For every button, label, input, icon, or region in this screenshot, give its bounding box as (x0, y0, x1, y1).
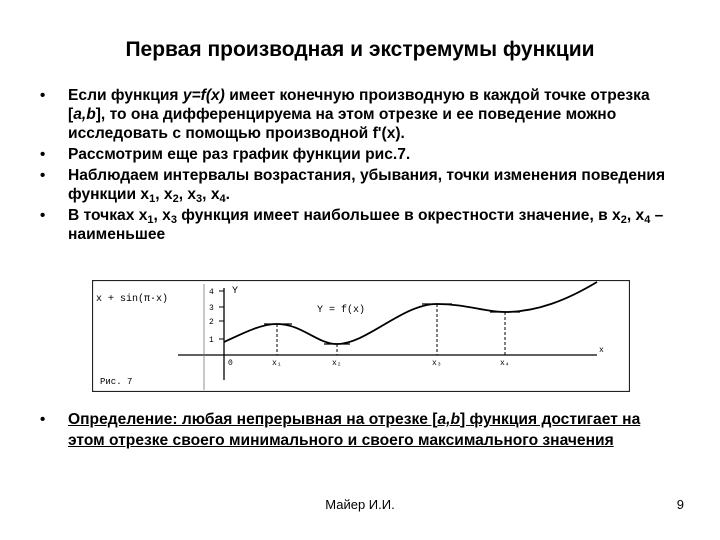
x-tick-label: x₃ (432, 359, 442, 368)
bullet-item (40, 86, 680, 143)
x-tick-label: x₂ (332, 359, 342, 368)
graph-frame (93, 281, 630, 392)
x-tick-label: x₁ (272, 359, 282, 368)
bullet-marker: • (40, 167, 46, 184)
x-axis-label: x (599, 346, 604, 355)
y-tick-label: 1 (209, 336, 214, 345)
definition-text: Определение: любая непрерывная на отрезке [a,b] функция достигает на этом отрезке своего минимального и своего максимального значения (68, 411, 641, 449)
slide-title: Первая производная и экстремумы функции (125, 38, 595, 61)
y-axis-label: Y (232, 286, 239, 297)
y-tick-label: 2 (209, 318, 214, 327)
bullet-list (40, 86, 680, 246)
bullet-item (40, 206, 680, 244)
function-graph (92, 280, 630, 392)
y-tick-label: 3 (209, 304, 214, 313)
curve-label: Y = f(x) (317, 305, 366, 316)
function-graph-figure (92, 280, 630, 392)
y-tick-label: 4 (209, 288, 214, 297)
x-tick-label: x₄ (500, 359, 510, 368)
bullet-text: В точках $x_1$, $x_3$ функция имеет наибольшее в окрестности значение, в $x_2$, $x_4$ – наименьшее (68, 207, 664, 243)
figure-caption: Рис. 7 (100, 377, 133, 387)
bullet-text: Наблюдаем интервалы возрастания, убывания, точки изменения поведения функции $x_1$, $x_2$, $x_3$, $x_4$. (68, 167, 666, 205)
bullet-marker: • (40, 87, 46, 104)
bullet-item (40, 145, 680, 164)
page-number: 9 (676, 497, 684, 512)
bullet-marker: • (40, 411, 46, 428)
bullet-marker: • (40, 207, 46, 224)
definition-item (40, 409, 680, 451)
footer-author: Майер И.И. (325, 497, 395, 512)
x-tick-label: 0 (228, 359, 233, 368)
bullet-item (40, 166, 680, 204)
formula-label: x + sin(π·x) (96, 294, 169, 305)
bullet-text: Если функция y=f(x) имеет конечную производную в каждой точке отрезка [a,b], то она дифференцируема на этом отрезке и ее поведение можно исследовать с помощью производной f'(x). (68, 87, 650, 142)
bullet-text: Рассмотрим еще раз график функции рис.7. (68, 146, 411, 163)
bullet-marker: • (40, 146, 46, 163)
